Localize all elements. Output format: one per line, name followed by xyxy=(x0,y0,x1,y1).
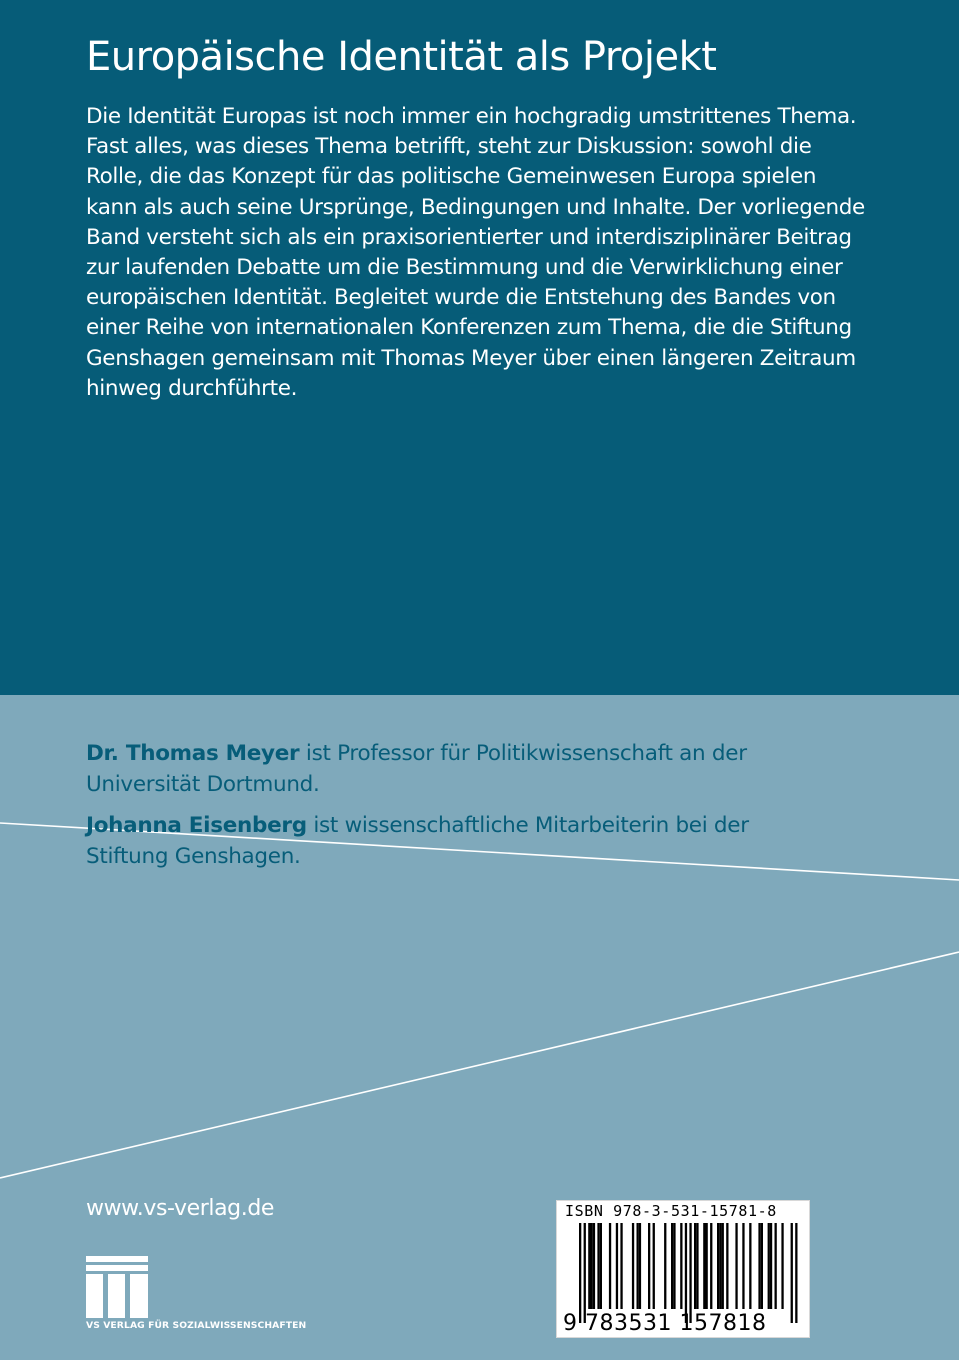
vs-verlag-logo-icon xyxy=(86,1256,148,1318)
blurb-line: zur laufenden Debatte um die Bestimmung und die Verwirklichung einer xyxy=(86,255,843,281)
barcode-bar xyxy=(735,1223,737,1309)
author-bio-text: Stiftung Genshagen. xyxy=(86,844,301,869)
barcode-bar xyxy=(639,1223,641,1309)
author-name: Johanna Eisenberg xyxy=(86,813,307,838)
barcode-bar xyxy=(770,1223,772,1309)
barcode-bar xyxy=(616,1223,618,1309)
isbn-label: ISBN 978-3-531-15781-8 xyxy=(565,1202,777,1220)
blurb-line: Rolle, die das Konzept für das politische Gemeinwesen Europa spielen xyxy=(86,164,817,190)
barcode-bar xyxy=(609,1223,611,1309)
blurb-line: Die Identität Europas ist noch immer ein hochgradig umstrittenes Thema. xyxy=(86,104,857,129)
barcode-bar xyxy=(653,1223,655,1309)
book-title: Europäische Identität als Projekt xyxy=(86,34,717,80)
barcode-bar xyxy=(584,1223,586,1323)
barcode-bar xyxy=(673,1223,675,1309)
barcode-bar xyxy=(593,1223,595,1309)
blurb-line: kann als auch seine Ursprünge, Bedingungen und Inhalte. Der vorliegende xyxy=(86,194,865,220)
blurb-line: einer Reihe von internationalen Konferenzen zum Thema, die die Stiftung xyxy=(86,315,852,341)
blurb-text xyxy=(86,102,865,404)
ean-digits: 9 783531 157818 xyxy=(563,1311,767,1336)
blurb-line: europäischen Identität. Begleitet wurde die Entstehung des Bandes von xyxy=(86,285,836,311)
barcode-bar xyxy=(637,1223,639,1309)
deco-line-lower xyxy=(0,952,959,1178)
author-name: Dr. Thomas Meyer xyxy=(86,741,300,766)
barcode-bar xyxy=(758,1223,760,1309)
barcode-bar xyxy=(620,1223,622,1309)
blurb-line: Fast alles, was dieses Thema betrifft, steht zur Diskussion: sowohl die xyxy=(86,134,812,160)
barcode-bar xyxy=(761,1223,763,1309)
barcode-bar xyxy=(632,1223,634,1309)
barcode-bar xyxy=(722,1223,724,1309)
barcode-bar xyxy=(648,1223,650,1309)
barcode-bar xyxy=(696,1223,698,1309)
barcode-bar xyxy=(706,1223,708,1309)
barcode-bar xyxy=(775,1223,777,1309)
author-bio-text: ist wissenschaftliche Mitarbeiterin bei der xyxy=(306,813,749,838)
blurb-line: Band versteht sich als ein praxisorientierter und interdisziplinärer Beitrag xyxy=(86,224,852,250)
barcode-bar xyxy=(781,1223,783,1309)
barcode-bar xyxy=(591,1223,593,1309)
publisher-logo-text: VS VERLAG FÜR SOZIALWISSENSCHAFTEN xyxy=(86,1320,307,1331)
barcode-box xyxy=(556,1200,810,1338)
barcode-bar xyxy=(795,1223,797,1323)
barcode-bar xyxy=(664,1223,666,1309)
barcode-bar xyxy=(671,1223,673,1309)
barcode-bar xyxy=(717,1223,719,1309)
author-bio-meyer xyxy=(86,738,747,800)
blurb-line: Genshagen gemeinsam mit Thomas Meyer über einen längeren Zeitraum xyxy=(86,345,856,371)
barcode-bar xyxy=(742,1223,744,1309)
barcode-bar xyxy=(600,1223,602,1309)
barcode-bar xyxy=(588,1223,590,1309)
barcode-bar xyxy=(749,1223,751,1309)
author-bio-eisenberg xyxy=(86,810,749,872)
barcode-bar xyxy=(685,1223,687,1323)
barcode-bar xyxy=(726,1223,728,1309)
barcode-bar xyxy=(703,1223,705,1309)
barcode-bar xyxy=(579,1223,581,1323)
blurb-line: hinweg durchführte. xyxy=(86,375,298,401)
barcode-bar xyxy=(680,1223,682,1309)
barcode-bar xyxy=(694,1223,696,1309)
publisher-url: www.vs-verlag.de xyxy=(86,1196,275,1221)
author-bio-text: Universität Dortmund. xyxy=(86,772,320,797)
barcode-bar xyxy=(791,1223,793,1323)
barcode-bar xyxy=(710,1223,712,1309)
barcode-bar xyxy=(768,1223,770,1309)
barcode-bar xyxy=(689,1223,691,1323)
barcode-bar xyxy=(597,1223,599,1309)
barcode-bar xyxy=(719,1223,721,1309)
author-bio-text: ist Professor für Politikwissenschaft an der xyxy=(299,741,747,766)
